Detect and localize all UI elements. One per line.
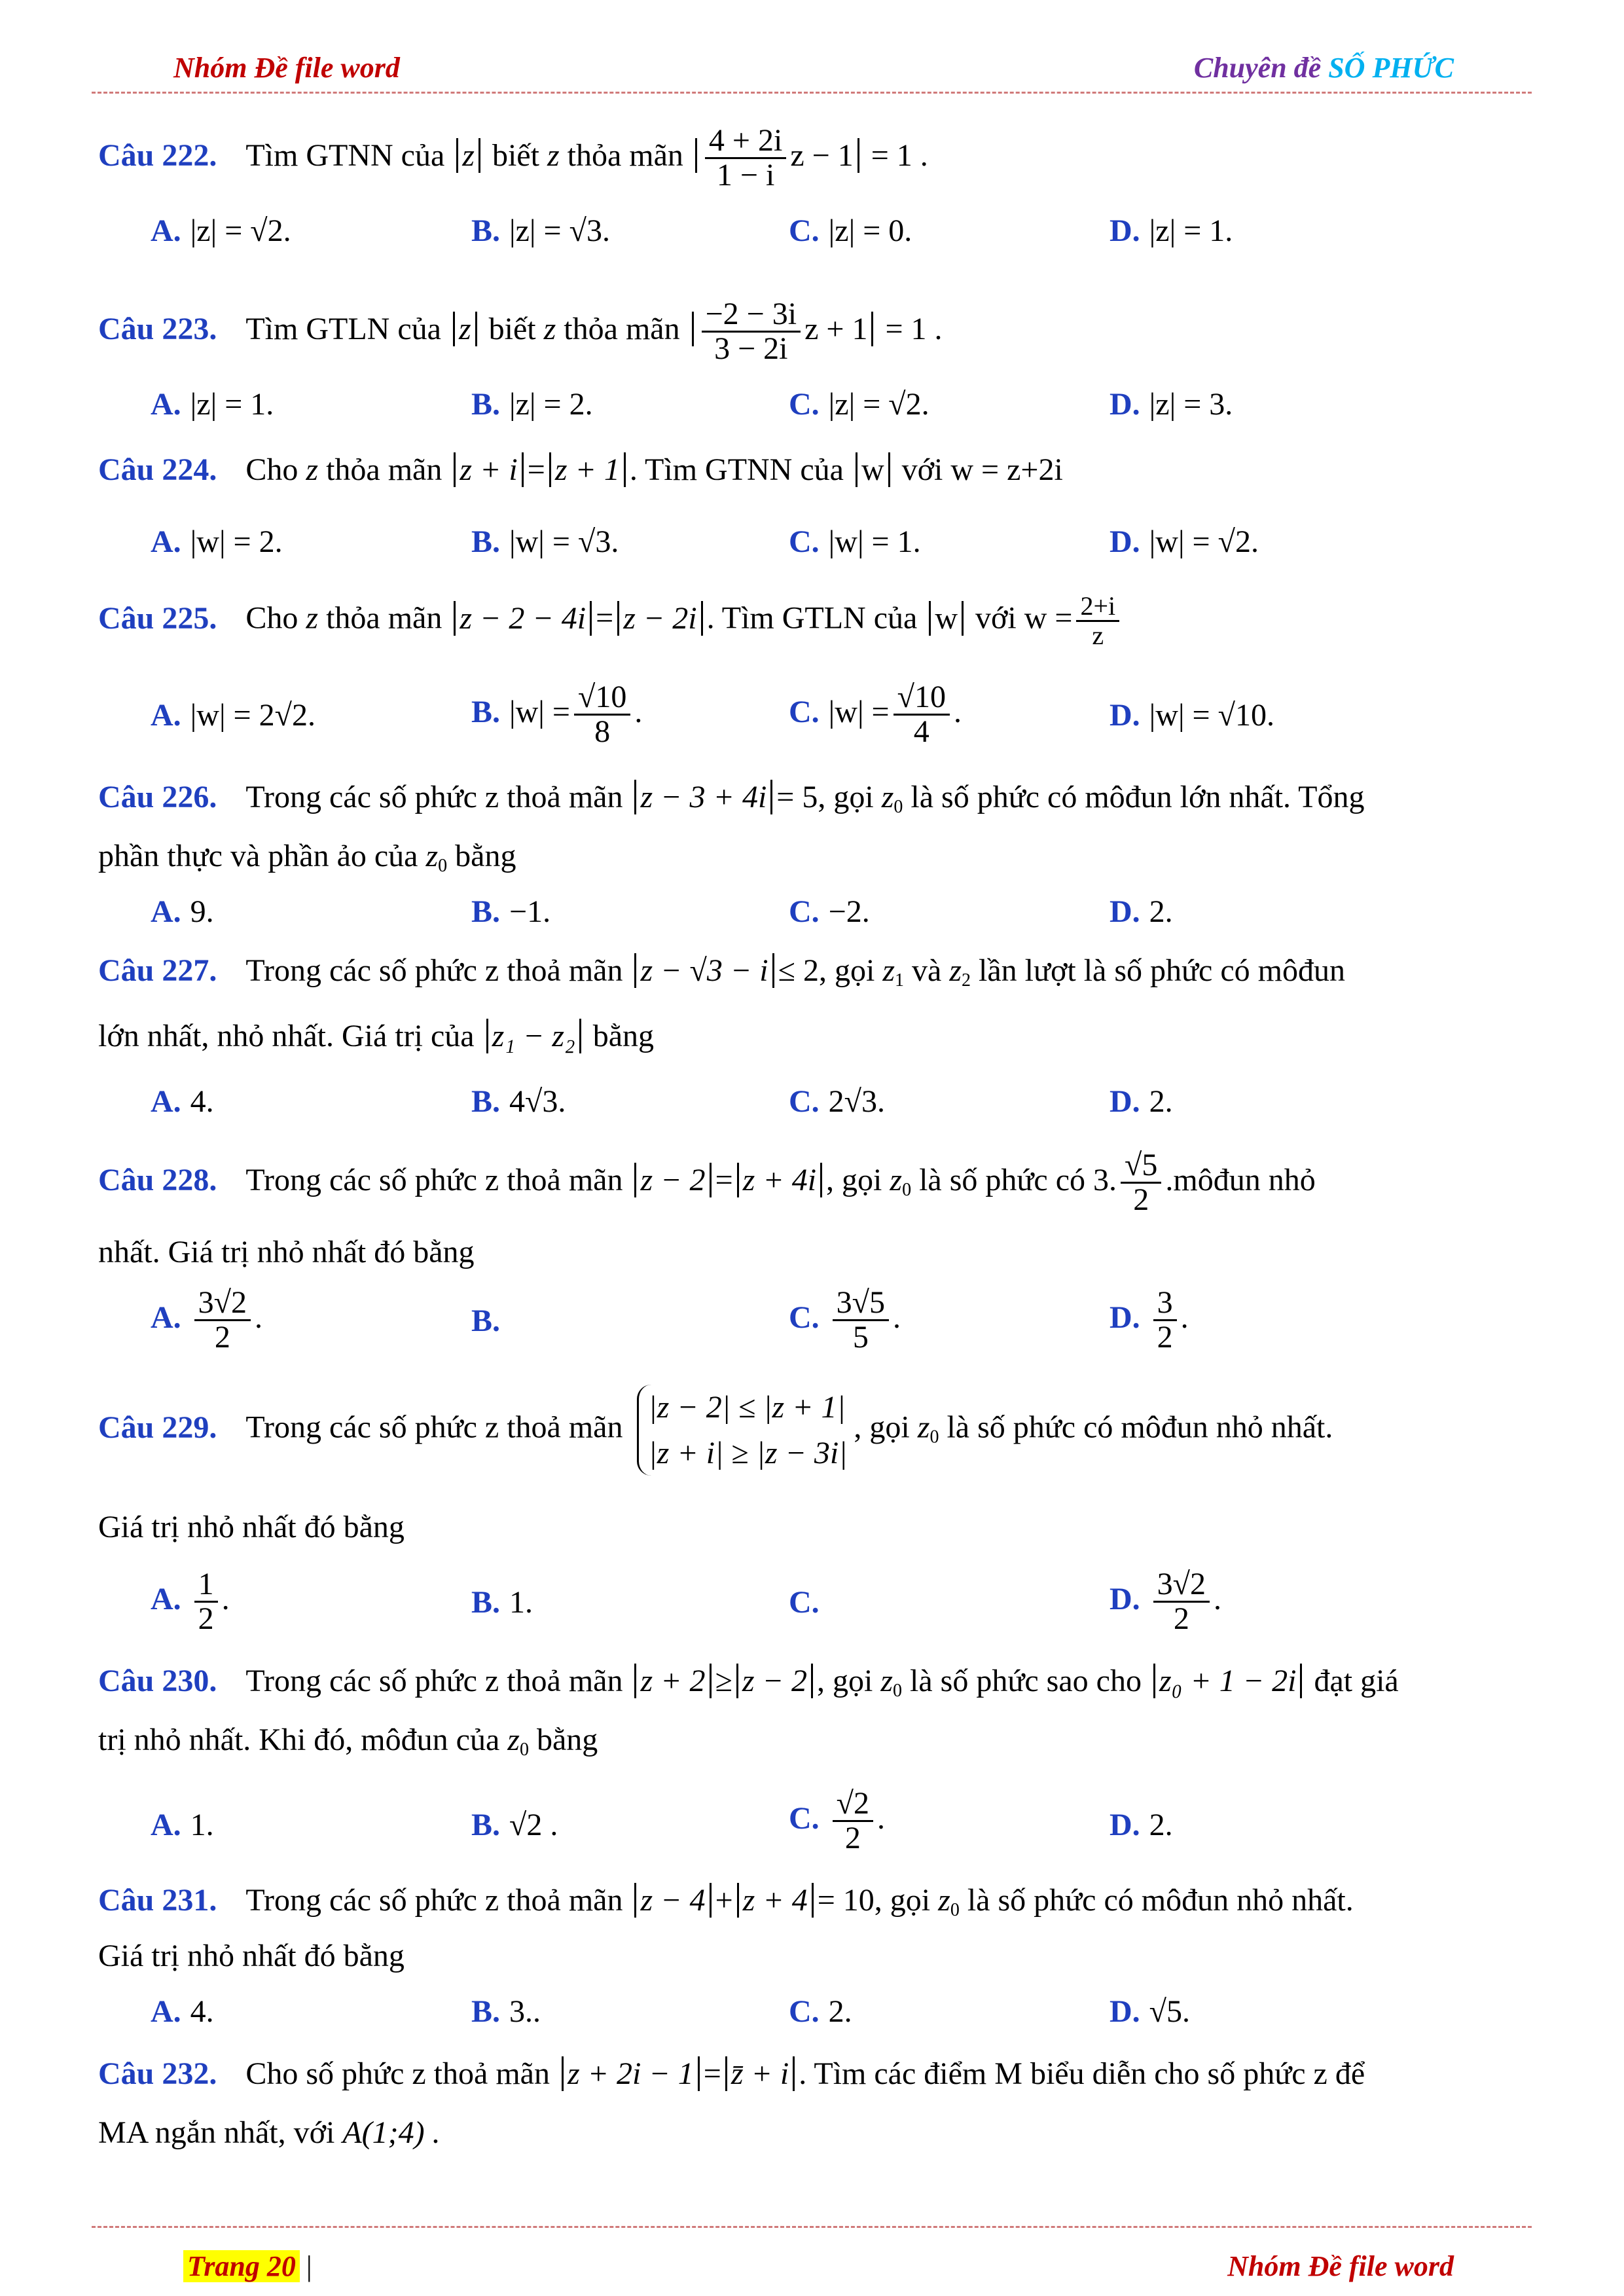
var-z: z bbox=[306, 452, 319, 487]
subscript: 2 bbox=[962, 970, 971, 991]
text: , gọi bbox=[818, 780, 874, 814]
option-a[interactable]: A. $\frac{1}{2}$ . bbox=[151, 1567, 230, 1637]
question-226 bbox=[98, 779, 1364, 818]
text: Trong các số phức z thoả mãn bbox=[245, 1883, 623, 1918]
option-d[interactable]: D. $\frac{3√2}{2}$ . bbox=[1110, 1567, 1222, 1637]
option-c[interactable]: C. −2. bbox=[789, 894, 870, 929]
system-row: |z − 2| ≤ |z + 1| bbox=[648, 1390, 846, 1425]
option-b[interactable]: B. |z| = 2. bbox=[471, 387, 593, 422]
abs-expression: z₁ − z₂ bbox=[486, 1019, 581, 1053]
text: + bbox=[715, 1883, 733, 1918]
text: . Tìm GTNN của bbox=[629, 452, 844, 487]
text: đạt giá bbox=[1314, 1664, 1399, 1698]
subscript: 0 bbox=[438, 856, 448, 876]
text: w = z+2i bbox=[950, 452, 1063, 487]
abs-expression: z − 4 bbox=[634, 1883, 711, 1918]
abs-w: w bbox=[929, 601, 964, 636]
option-b[interactable]: B. 4√3. bbox=[471, 1084, 566, 1119]
option-a[interactable]: A. 9. bbox=[151, 894, 214, 929]
header-topic: SỐ PHỨC bbox=[1328, 52, 1454, 84]
frac-num: 4 + 2i bbox=[705, 124, 786, 159]
var-z0: z bbox=[938, 1883, 950, 1918]
page-number: Trang 20 bbox=[183, 2250, 300, 2282]
var-z: z bbox=[543, 311, 556, 346]
question-230-line2 bbox=[98, 1722, 598, 1760]
option-a[interactable]: A. |z| = 1. bbox=[151, 387, 274, 422]
option-b[interactable]: B. −1. bbox=[471, 894, 551, 929]
text: , gọi bbox=[874, 1883, 931, 1918]
text: Trong các số phức z thoả mãn bbox=[245, 1162, 623, 1197]
abs-expression: z − 2 bbox=[736, 1664, 813, 1698]
option-a[interactable]: A. 4. bbox=[151, 1084, 214, 1119]
option-d[interactable]: D. 2. bbox=[1110, 894, 1173, 929]
text: thỏa mãn bbox=[326, 452, 442, 487]
option-c[interactable]: C. |w| = $\frac{√10}{4}$ . bbox=[789, 680, 962, 750]
text: Trong các số phức z thoả mãn bbox=[245, 780, 623, 814]
abs-expression: z − √3 − i bbox=[634, 953, 774, 988]
option-c[interactable]: C. |w| = 1. bbox=[789, 524, 921, 559]
var-z: z bbox=[306, 600, 319, 636]
option-b[interactable]: B. |w| = √3. bbox=[471, 524, 619, 559]
subscript: 0 bbox=[929, 1427, 939, 1448]
option-d[interactable]: D. $\frac{3}{2}$ . bbox=[1110, 1285, 1189, 1355]
abs-expression: z − 2 − 4i bbox=[454, 601, 592, 636]
question-label: Câu 224. bbox=[98, 452, 217, 487]
text: lần lượt là số phức có môđun bbox=[979, 953, 1345, 988]
subscript: 0 bbox=[519, 1740, 529, 1760]
text: là số phức có bbox=[919, 1162, 1086, 1197]
text: Trong các số phức z thoả mãn bbox=[245, 953, 623, 988]
question-229-line2 bbox=[98, 1509, 405, 1545]
question-224 bbox=[98, 452, 1063, 488]
option-a[interactable]: A. 1. bbox=[151, 1808, 214, 1842]
option-b[interactable]: B. √2 . bbox=[471, 1808, 558, 1842]
option-d[interactable]: D. 2. bbox=[1110, 1084, 1173, 1119]
footer-page bbox=[183, 2250, 312, 2283]
question-label: Câu 232. bbox=[98, 2056, 217, 2091]
system-row: |z + i| ≥ |z − 3i| bbox=[648, 1435, 848, 1470]
text: Cho bbox=[245, 600, 298, 636]
var-z0: z bbox=[880, 1664, 893, 1698]
text: = 5 bbox=[776, 780, 818, 814]
text: là số phức có môđun lớn nhất. Tổng bbox=[911, 780, 1365, 814]
abs-w: w bbox=[856, 452, 890, 487]
subscript: 0 bbox=[893, 797, 903, 817]
abs-expression: z − 2i bbox=[617, 601, 702, 636]
text: Tìm GTNN của bbox=[245, 137, 445, 173]
abs-expression: z + 4i bbox=[737, 1163, 822, 1197]
text: với bbox=[975, 600, 1017, 636]
question-label: Câu 225. bbox=[98, 600, 217, 636]
option-d[interactable]: D. √5. bbox=[1110, 1994, 1191, 2029]
text: Cho số phức z thoả mãn bbox=[245, 2056, 550, 2091]
abs-expression: z̄ + i bbox=[725, 2056, 795, 2091]
text: = 10 bbox=[817, 1883, 875, 1918]
subscript: 0 bbox=[893, 1681, 903, 1701]
option-d[interactable]: D. |w| = √2. bbox=[1110, 524, 1259, 559]
text: = bbox=[596, 600, 614, 636]
text: trị nhỏ nhất. Khi đó, môđun của bbox=[98, 1722, 500, 1757]
option-a[interactable]: A. $\frac{3√2}{2}$ . bbox=[151, 1285, 263, 1355]
text: là số phức có môđun nhỏ nhất. bbox=[947, 1410, 1333, 1445]
option-c[interactable]: C. 2. bbox=[789, 1994, 852, 2029]
abs-expression: z₀ + 1 − 2i bbox=[1153, 1664, 1302, 1698]
header-left-title: Nhóm Đề file word bbox=[173, 52, 400, 84]
question-label: Câu 230. bbox=[98, 1664, 217, 1698]
text: MA ngắn nhất, với bbox=[98, 2115, 335, 2150]
frac-den: 2 bbox=[1133, 1182, 1149, 1218]
text: bằng bbox=[536, 1722, 598, 1757]
header-right-title bbox=[1194, 51, 1454, 84]
text: z + 1 bbox=[804, 311, 868, 346]
text: . Tìm các điểm M biểu diễn cho số phức z để bbox=[799, 2056, 1365, 2091]
question-232-line2 bbox=[98, 2115, 441, 2151]
frac-num: √5 bbox=[1121, 1149, 1161, 1184]
text: = bbox=[527, 452, 545, 487]
frac-den: 3 − 2i bbox=[714, 331, 788, 367]
option-b[interactable]: B. 1. bbox=[471, 1585, 533, 1620]
question-230 bbox=[98, 1663, 1399, 1702]
abs-expression: z − 3 + 4i bbox=[634, 780, 772, 814]
question-226-line2 bbox=[98, 838, 516, 877]
question-label: Câu 222. bbox=[98, 137, 217, 173]
text: = bbox=[703, 2056, 721, 2091]
header-rule bbox=[92, 92, 1532, 94]
text: lớn nhất, nhỏ nhất. Giá trị của bbox=[98, 1019, 475, 1053]
abs-expression: z − 2 bbox=[634, 1163, 711, 1197]
question-label: Câu 228. bbox=[98, 1162, 217, 1197]
text: thỏa mãn bbox=[567, 137, 683, 173]
subscript: 0 bbox=[950, 1900, 960, 1920]
option-b[interactable]: B. |z| = √3. bbox=[471, 213, 610, 248]
question-label: Câu 223. bbox=[98, 311, 217, 346]
question-227-line2 bbox=[98, 1018, 654, 1054]
text: biết bbox=[488, 311, 536, 346]
question-label: Câu 227. bbox=[98, 953, 217, 988]
text: bằng bbox=[455, 839, 516, 873]
text: Giá trị nhỏ nhất đó bằng bbox=[98, 1939, 405, 1973]
separator: | bbox=[306, 2250, 312, 2282]
abs-expression: z + 4 bbox=[737, 1883, 814, 1918]
text: thỏa mãn bbox=[564, 311, 680, 346]
text: thỏa mãn bbox=[326, 600, 442, 636]
abs-expression: z + 2i − 1 bbox=[562, 2056, 700, 2091]
var-z0: z bbox=[881, 780, 894, 814]
frac-num: −2 − 3i bbox=[702, 298, 801, 333]
option-b[interactable]: B. bbox=[471, 1303, 501, 1338]
text: 3. bbox=[1093, 1162, 1117, 1197]
abs-z: z bbox=[456, 138, 480, 173]
var-z: z bbox=[547, 137, 560, 173]
option-c[interactable]: C. bbox=[789, 1585, 820, 1620]
abs-expression bbox=[695, 123, 859, 193]
text: Cho bbox=[245, 452, 298, 487]
option-d[interactable]: D. |w| = √10. bbox=[1110, 698, 1274, 733]
text: ≤ 2 bbox=[778, 953, 819, 988]
var-z0: z bbox=[425, 839, 439, 873]
var-z1: z bbox=[882, 953, 895, 988]
question-228-line2 bbox=[98, 1234, 475, 1270]
var-z0: z bbox=[890, 1162, 903, 1197]
question-231-line2 bbox=[98, 1938, 405, 1974]
text: z − 1 bbox=[790, 137, 854, 173]
question-229 bbox=[98, 1385, 1333, 1476]
text: , gọi bbox=[854, 1410, 910, 1445]
option-d[interactable]: D. 2. bbox=[1110, 1808, 1173, 1842]
question-223 bbox=[98, 298, 943, 366]
text: .môđun nhỏ bbox=[1165, 1162, 1316, 1197]
option-c[interactable]: C. $\frac{√2}{2}$ . bbox=[789, 1786, 886, 1856]
option-c[interactable]: C. |z| = √2. bbox=[789, 387, 929, 422]
footer-rule bbox=[92, 2226, 1532, 2228]
text: phần thực và phần ảo của bbox=[98, 839, 418, 873]
footer-right-title: Nhóm Đề file word bbox=[1227, 2250, 1454, 2282]
text: nhất. Giá trị nhỏ nhất đó bằng bbox=[98, 1235, 475, 1269]
text: Tìm GTLN của bbox=[245, 311, 441, 346]
abs-expression: z + 1 bbox=[549, 452, 626, 487]
subscript: 1 bbox=[895, 970, 904, 991]
option-b[interactable]: B. |w| = $\frac{√10}{8}$ . bbox=[471, 680, 643, 750]
text: bằng bbox=[592, 1019, 655, 1053]
text: w = bbox=[1024, 600, 1073, 636]
text: Trong các số phức z thoả mãn bbox=[245, 1410, 623, 1445]
option-a[interactable]: A. |w| = 2. bbox=[151, 524, 283, 559]
question-231 bbox=[98, 1882, 1354, 1921]
text: và bbox=[912, 953, 942, 988]
question-232 bbox=[98, 2056, 1365, 2092]
question-227 bbox=[98, 953, 1345, 991]
abs-expression bbox=[692, 297, 874, 367]
text: là số phức sao cho bbox=[910, 1664, 1142, 1698]
inequality-system bbox=[637, 1385, 847, 1476]
option-b[interactable]: B. 3.. bbox=[471, 1994, 541, 2029]
subscript: 0 bbox=[902, 1179, 912, 1200]
header-prefix: Chuyên đề bbox=[1193, 52, 1329, 84]
option-a[interactable]: A. |w| = 2√2. bbox=[151, 698, 316, 733]
frac-den: 1 − i bbox=[716, 158, 775, 193]
text: ≥ bbox=[715, 1664, 732, 1698]
frac-den: z bbox=[1092, 621, 1104, 650]
text: , gọi bbox=[826, 1162, 882, 1197]
text: với bbox=[901, 452, 943, 487]
text: = 1 . bbox=[885, 311, 943, 346]
question-label: Câu 231. bbox=[98, 1883, 217, 1918]
question-225 bbox=[98, 592, 1123, 649]
option-a[interactable]: A. 4. bbox=[151, 1994, 214, 2029]
text: , gọi bbox=[816, 1664, 873, 1698]
text: biết bbox=[492, 137, 539, 173]
var-z2: z bbox=[949, 953, 962, 988]
text: , gọi bbox=[818, 953, 875, 988]
text: là số phức có môđun nhỏ nhất. bbox=[967, 1883, 1354, 1918]
abs-expression: z + 2 bbox=[634, 1664, 711, 1698]
text: . Tìm GTLN của bbox=[706, 600, 918, 636]
option-d[interactable]: D. |z| = 1. bbox=[1110, 213, 1233, 248]
point-a: A(1;4) . bbox=[342, 2115, 441, 2150]
option-a[interactable]: A. |z| = √2. bbox=[151, 213, 291, 248]
question-label: Câu 226. bbox=[98, 780, 217, 814]
var-z0: z bbox=[507, 1722, 520, 1757]
var-z0: z bbox=[917, 1410, 930, 1445]
text: = bbox=[715, 1162, 733, 1197]
abs-expression: z + i bbox=[454, 452, 523, 487]
question-label: Câu 229. bbox=[98, 1410, 217, 1445]
text: Giá trị nhỏ nhất đó bằng bbox=[98, 1510, 405, 1544]
option-c[interactable]: C. $\frac{3√5}{5}$ . bbox=[789, 1285, 901, 1355]
option-c[interactable]: C. |z| = 0. bbox=[789, 213, 912, 248]
text: Trong các số phức z thoả mãn bbox=[245, 1664, 623, 1698]
text: = 1 . bbox=[871, 137, 928, 173]
question-228 bbox=[98, 1149, 1316, 1217]
frac-num: 2+i bbox=[1076, 592, 1119, 622]
option-d[interactable]: D. |z| = 3. bbox=[1110, 387, 1233, 422]
option-c[interactable]: C. 2√3. bbox=[789, 1084, 886, 1119]
question-222 bbox=[98, 124, 928, 192]
abs-z: z bbox=[453, 312, 477, 346]
